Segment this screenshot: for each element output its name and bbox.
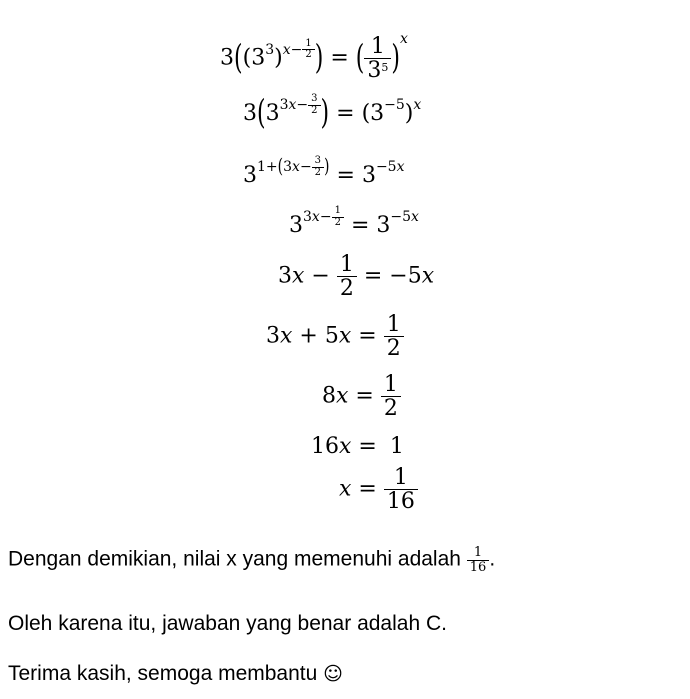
base: 3 [243, 163, 257, 188]
rhs-exponent: −5 [384, 97, 405, 113]
coefficient-a: 3 [266, 323, 280, 349]
answer-fraction: $\frac{1}{16}$ [467, 546, 490, 574]
rhs-outer-exponent: x [413, 97, 422, 113]
variable: x [336, 383, 349, 409]
rhs-value: 1 [389, 434, 404, 459]
smiley-icon: ☺ [323, 663, 343, 685]
exponent-fraction: $\frac{1}{2}$ [302, 39, 314, 61]
plus-sign: + [299, 323, 318, 349]
paren: ( [242, 45, 252, 71]
coefficient: 3 [220, 45, 234, 71]
conclusion-line: Dengan demikian, nilai x yang memenuhi adalah $\frac{1}{16}$ . [8, 545, 496, 575]
rhs-coefficient: −5 [389, 263, 422, 289]
fraction: $\frac{1}{2}$ [384, 313, 404, 360]
exponent: 3x− $\frac{1}{2}$ [303, 206, 344, 228]
paren: ) [274, 45, 283, 71]
equation-step-9 [339, 466, 418, 513]
coefficient: 8 [322, 383, 336, 409]
exponent-fraction: $\frac{3}{2}$ [312, 156, 324, 178]
variable: x [421, 263, 435, 289]
exponent: 3x− $\frac{3}{2}$ [280, 94, 321, 116]
equation-step-8 [311, 436, 404, 458]
equals-sign: = [330, 45, 349, 71]
variable: x [338, 323, 352, 349]
base: 3 [289, 213, 303, 238]
minus-sign: − [311, 263, 330, 289]
equals-sign: = [358, 323, 377, 349]
right-paren: ) [391, 38, 400, 78]
left-paren: ( [355, 38, 365, 78]
rhs-base: 3 [376, 213, 391, 238]
rhs-exponent: −5x [390, 209, 419, 225]
rhs-exponent: −5x [375, 159, 405, 175]
fraction: $\frac{1}{16}$ [384, 466, 418, 513]
variable: x [339, 476, 352, 502]
outer-exponent: x− $\frac{1}{2}$ [283, 39, 315, 61]
right-paren: ) [320, 93, 330, 133]
rhs-exponent: x [399, 30, 408, 47]
equation-step-5 [278, 253, 434, 300]
coefficient-b: 5 [324, 323, 339, 349]
exponent-fraction: $\frac{1}{2}$ [332, 206, 344, 228]
rhs-base: 3 [361, 163, 376, 188]
equals-sign: = [336, 163, 355, 188]
equals-sign: = [363, 263, 383, 289]
inner-exponent: 3 [265, 41, 275, 58]
equals-sign: = [358, 434, 377, 459]
base: 3 [265, 101, 280, 126]
rhs-fraction: $\frac{1}{35}$ [364, 35, 391, 82]
equation-step-2: 3(33x− $\frac{3}{2}$ ) = (3−5)x [243, 93, 422, 133]
right-paren: ) [314, 38, 324, 78]
exponent: 1+(3x− $\frac{3}{2}$ ) [257, 155, 330, 179]
rhs-base: 3 [370, 101, 385, 126]
left-paren: ( [234, 38, 243, 78]
equation-step-3 [243, 155, 405, 189]
equation-step-4 [289, 205, 419, 239]
closing-line: Terima kasih, semoga membantu ☺ [8, 662, 343, 685]
exponent-fraction: $\frac{3}{2}$ [308, 94, 320, 116]
equation-step-1 [220, 30, 408, 84]
coefficient: 3 [243, 101, 257, 126]
equals-sign: = [355, 383, 374, 409]
fraction: $\frac{1}{2}$ [337, 253, 357, 300]
equation-step-6 [266, 313, 404, 360]
variable: x [339, 434, 352, 459]
equation-step-7 [322, 373, 401, 420]
variable: x [292, 263, 305, 289]
lhs-coefficient: 3 [278, 263, 292, 289]
base: 3 [251, 45, 266, 71]
coefficient: 16 [311, 434, 339, 459]
equals-sign: = [336, 101, 355, 126]
answer-line: Oleh karena itu, jawaban yang benar adalah C. [8, 612, 447, 635]
equals-sign: = [358, 476, 377, 502]
variable: x [280, 323, 293, 349]
equals-sign: = [350, 213, 370, 238]
left-paren: ( [257, 93, 266, 133]
fraction: $\frac{1}{2}$ [381, 373, 401, 420]
